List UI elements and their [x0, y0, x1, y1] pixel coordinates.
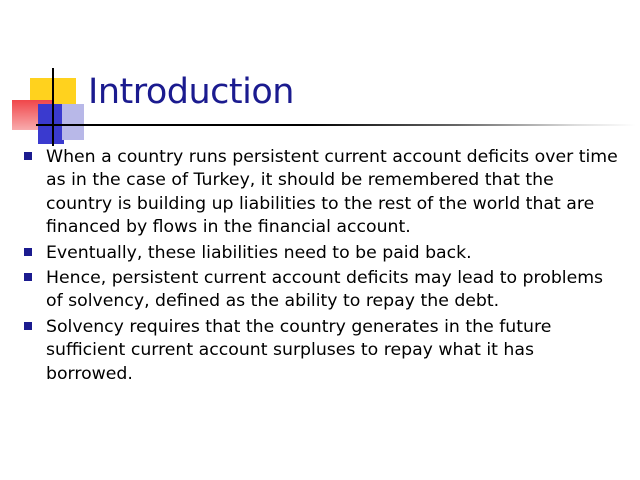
square-bullet-icon	[24, 152, 32, 160]
bullet-text: Eventually, these liabilities need to be paid back.	[46, 242, 472, 263]
decorative-logo	[0, 0, 100, 150]
square-bullet-icon	[24, 273, 32, 281]
bullet-list	[20, 146, 620, 388]
bullet-item	[20, 316, 620, 386]
blue-square-fade	[62, 104, 84, 140]
bullet-item	[20, 267, 620, 314]
bullet-text: Hence, persistent current account deficits may lead to problems of solvency, defined as the ability to repay the debt.	[46, 268, 604, 312]
title-underline	[36, 124, 636, 126]
bullet-item	[20, 242, 620, 265]
square-bullet-icon	[24, 248, 32, 256]
bullet-text: When a country runs persistent current account deficits over time as in the case of Turkey, it should be remembered that the country is building up liabilities to the rest of the world that are financed by flows in the financial account.	[46, 147, 618, 238]
slide-title: Introduction	[88, 72, 294, 112]
bullet-text: Solvency requires that the country generates in the future sufficient current account surpluses to repay what it has borrowed.	[46, 316, 552, 384]
square-bullet-icon	[24, 322, 32, 330]
vertical-rule	[52, 68, 54, 146]
bullet-item	[20, 146, 620, 240]
